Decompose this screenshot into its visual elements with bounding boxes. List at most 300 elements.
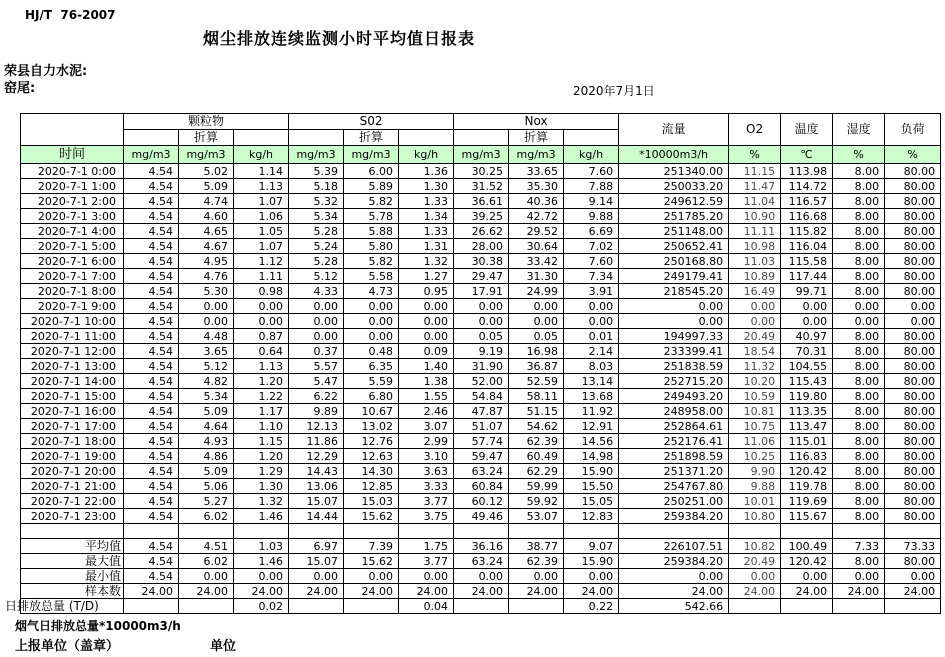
cell-so2-mgm3: 0.00 <box>289 314 344 329</box>
cell-flow <box>619 524 729 539</box>
cell-nox-kgh: 15.05 <box>564 494 619 509</box>
cell-o2: 16.49 <box>729 284 781 299</box>
cell-pm-kgh: 1.11 <box>234 269 289 284</box>
cell-pm-mgm3: 4.54 <box>124 269 179 284</box>
cell-pm-mgm3: 4.54 <box>124 194 179 209</box>
col-group-so2: S02 <box>289 114 454 130</box>
standard-code: HJ/T 76-2007 <box>25 8 116 22</box>
cell-pm-converted: 3.65 <box>179 344 234 359</box>
time-cell: 2020-7-1 23:00 <box>21 509 124 524</box>
time-cell: 2020-7-1 13:00 <box>21 359 124 374</box>
cell-so2-mgm3: 15.07 <box>289 554 344 569</box>
table-row <box>21 359 941 374</box>
cell-humidity: 8.00 <box>833 284 885 299</box>
cell-pm-kgh: 0.64 <box>234 344 289 359</box>
cell-so2-converted: 5.82 <box>344 254 399 269</box>
cell-o2: 11.06 <box>729 434 781 449</box>
cell-pm-kgh: 1.12 <box>234 254 289 269</box>
cell-nox-mgm3: 39.25 <box>454 209 509 224</box>
cell-pm-mgm3: 4.54 <box>124 479 179 494</box>
cell-pm-kgh: 1.30 <box>234 479 289 494</box>
cell-pm-kgh: 1.07 <box>234 194 289 209</box>
cell-temp <box>781 599 833 614</box>
unit-nox-converted: mg/m3 <box>509 146 564 164</box>
cell-temp: 0.00 <box>781 314 833 329</box>
cell-temp: 70.31 <box>781 344 833 359</box>
cell-nox-converted: 0.00 <box>509 299 564 314</box>
cell-load: 80.00 <box>885 419 941 434</box>
cell-flow: 233399.41 <box>619 344 729 359</box>
cell-nox-kgh: 0.22 <box>564 599 619 614</box>
cell-humidity: 8.00 <box>833 374 885 389</box>
cell-so2-mgm3: 12.13 <box>289 419 344 434</box>
cell-so2-converted: 0.48 <box>344 344 399 359</box>
cell-pm-kgh: 1.05 <box>234 224 289 239</box>
cell-nox-mgm3 <box>454 599 509 614</box>
cell-pm-kgh: 0.00 <box>234 314 289 329</box>
cell-load <box>885 599 941 614</box>
cell-nox-mgm3: 31.90 <box>454 359 509 374</box>
blank-cell <box>564 130 619 146</box>
table-row <box>21 179 941 194</box>
cell-pm-converted: 6.02 <box>179 554 234 569</box>
table-row <box>21 374 941 389</box>
cell-nox-mgm3: 0.00 <box>454 314 509 329</box>
cell-load: 80.00 <box>885 269 941 284</box>
cell-temp: 116.04 <box>781 239 833 254</box>
cell-nox-converted: 30.64 <box>509 239 564 254</box>
unit-temp: ℃ <box>781 146 833 164</box>
cell-o2: 10.82 <box>729 539 781 554</box>
cell-so2-mgm3: 5.47 <box>289 374 344 389</box>
cell-load: 80.00 <box>885 509 941 524</box>
cell-nox-kgh: 0.01 <box>564 329 619 344</box>
cell-nox-converted: 0.05 <box>509 329 564 344</box>
cell-so2-kgh: 1.30 <box>399 179 454 194</box>
cell-pm-kgh: 1.15 <box>234 434 289 449</box>
cell-temp: 99.71 <box>781 284 833 299</box>
cell-pm-mgm3: 4.54 <box>124 314 179 329</box>
cell-o2: 11.32 <box>729 359 781 374</box>
cell-load: 73.33 <box>885 539 941 554</box>
cell-so2-converted: 10.67 <box>344 404 399 419</box>
time-header-blank <box>21 114 124 146</box>
cell-humidity: 8.00 <box>833 359 885 374</box>
cell-nox-converted: 52.59 <box>509 374 564 389</box>
time-cell: 2020-7-1 15:00 <box>21 389 124 404</box>
cell-nox-converted: 38.77 <box>509 539 564 554</box>
cell-so2-kgh: 0.95 <box>399 284 454 299</box>
cell-o2: 10.20 <box>729 374 781 389</box>
cell-nox-kgh: 12.91 <box>564 419 619 434</box>
table-row <box>21 554 941 569</box>
cell-pm-mgm3: 24.00 <box>124 584 179 599</box>
cell-o2 <box>729 524 781 539</box>
col-header-temp: 温度 <box>781 114 833 146</box>
cell-load: 80.00 <box>885 449 941 464</box>
time-cell: 2020-7-1 14:00 <box>21 374 124 389</box>
cell-so2-converted: 12.63 <box>344 449 399 464</box>
cell-so2-kgh: 1.55 <box>399 389 454 404</box>
cell-so2-kgh: 1.38 <box>399 374 454 389</box>
cell-humidity: 8.00 <box>833 479 885 494</box>
cell-humidity: 0.00 <box>833 314 885 329</box>
cell-pm-mgm3: 4.54 <box>124 344 179 359</box>
cell-so2-mgm3: 6.22 <box>289 389 344 404</box>
cell-nox-converted: 33.65 <box>509 164 564 179</box>
cell-nox-converted: 54.62 <box>509 419 564 434</box>
cell-so2-mgm3: 14.44 <box>289 509 344 524</box>
cell-nox-mgm3: 0.00 <box>454 569 509 584</box>
cell-pm-kgh: 0.87 <box>234 329 289 344</box>
cell-nox-converted: 62.39 <box>509 554 564 569</box>
cell-temp: 100.49 <box>781 539 833 554</box>
cell-o2: 10.01 <box>729 494 781 509</box>
col-header-o2: O2 <box>729 114 781 146</box>
cell-nox-kgh: 7.34 <box>564 269 619 284</box>
cell-so2-converted: 6.00 <box>344 164 399 179</box>
cell-pm-converted: 5.09 <box>179 464 234 479</box>
cell-nox-mgm3: 59.47 <box>454 449 509 464</box>
cell-nox-converted: 62.39 <box>509 434 564 449</box>
report-date: 2020年7月1日 <box>573 84 655 98</box>
cell-nox-kgh: 0.00 <box>564 569 619 584</box>
cell-so2-mgm3: 5.57 <box>289 359 344 374</box>
cell-nox-converted <box>509 599 564 614</box>
cell-temp: 115.67 <box>781 509 833 524</box>
cell-pm-converted: 4.51 <box>179 539 234 554</box>
cell-nox-kgh: 8.03 <box>564 359 619 374</box>
cell-o2: 11.47 <box>729 179 781 194</box>
cell-nox-kgh: 2.14 <box>564 344 619 359</box>
cell-pm-kgh: 0.02 <box>234 599 289 614</box>
table-row <box>21 569 941 584</box>
cell-pm-mgm3: 4.54 <box>124 374 179 389</box>
unit-nox-kgh: kg/h <box>564 146 619 164</box>
flow-total-note: 烟气日排放总量*10000m3/h <box>15 619 181 633</box>
blank-cell <box>289 130 344 146</box>
cell-temp: 24.00 <box>781 584 833 599</box>
cell-o2: 11.04 <box>729 194 781 209</box>
cell-load: 0.00 <box>885 299 941 314</box>
time-header: 时间 <box>21 146 124 164</box>
header-units-row <box>21 146 941 164</box>
unit-load: % <box>885 146 941 164</box>
cell-so2-kgh: 1.33 <box>399 194 454 209</box>
cell-nox-converted: 53.07 <box>509 509 564 524</box>
cell-temp: 119.78 <box>781 479 833 494</box>
summary-label: 日排放总量 (T/D) <box>21 599 124 614</box>
cell-flow: 0.00 <box>619 299 729 314</box>
summary-rows <box>5 524 941 614</box>
cell-humidity: 8.00 <box>833 449 885 464</box>
cell-so2-kgh: 0.00 <box>399 569 454 584</box>
cell-pm-converted: 4.82 <box>179 374 234 389</box>
cell-so2-mgm3: 12.29 <box>289 449 344 464</box>
cell-nox-converted: 40.36 <box>509 194 564 209</box>
cell-so2-mgm3: 5.32 <box>289 194 344 209</box>
cell-nox-converted: 35.30 <box>509 179 564 194</box>
cell-so2-mgm3: 0.00 <box>289 299 344 314</box>
cell-pm-converted: 5.27 <box>179 494 234 509</box>
cell-pm-kgh: 1.13 <box>234 179 289 194</box>
cell-temp: 40.97 <box>781 329 833 344</box>
cell-pm-mgm3: 4.54 <box>124 239 179 254</box>
cell-nox-mgm3: 54.84 <box>454 389 509 404</box>
blank-cell <box>124 130 179 146</box>
cell-so2-kgh: 3.75 <box>399 509 454 524</box>
cell-so2-converted: 5.58 <box>344 269 399 284</box>
cell-temp: 119.80 <box>781 389 833 404</box>
cell-so2-converted: 5.88 <box>344 224 399 239</box>
summary-label: 平均值 <box>21 539 124 554</box>
cell-load: 0.00 <box>885 569 941 584</box>
cell-flow: 250652.41 <box>619 239 729 254</box>
unit-flow: *10000m3/h <box>619 146 729 164</box>
cell-o2: 10.75 <box>729 419 781 434</box>
unit-so2-mgm3: mg/m3 <box>289 146 344 164</box>
cell-so2-kgh: 1.36 <box>399 164 454 179</box>
cell-nox-converted: 62.29 <box>509 464 564 479</box>
time-cell: 2020-7-1 22:00 <box>21 494 124 509</box>
cell-flow: 252864.61 <box>619 419 729 434</box>
cell-humidity <box>833 524 885 539</box>
cell-nox-kgh <box>564 524 619 539</box>
cell-nox-converted: 33.42 <box>509 254 564 269</box>
cell-load: 80.00 <box>885 239 941 254</box>
cell-load: 80.00 <box>885 434 941 449</box>
cell-nox-converted: 24.00 <box>509 584 564 599</box>
cell-so2-mgm3: 5.24 <box>289 239 344 254</box>
cell-temp: 115.43 <box>781 374 833 389</box>
cell-pm-converted <box>179 599 234 614</box>
cell-flow: 251371.20 <box>619 464 729 479</box>
cell-so2-kgh: 1.27 <box>399 269 454 284</box>
cell-o2: 10.98 <box>729 239 781 254</box>
cell-nox-mgm3: 26.62 <box>454 224 509 239</box>
cell-o2: 11.03 <box>729 254 781 269</box>
blank-cell <box>399 130 454 146</box>
cell-pm-converted: 4.48 <box>179 329 234 344</box>
cell-flow: 24.00 <box>619 584 729 599</box>
table-row <box>21 164 941 179</box>
cell-temp: 113.98 <box>781 164 833 179</box>
cell-o2: 20.49 <box>729 329 781 344</box>
cell-so2-kgh: 3.77 <box>399 494 454 509</box>
cell-so2-kgh: 0.00 <box>399 299 454 314</box>
cell-pm-converted: 24.00 <box>179 584 234 599</box>
cell-pm-kgh: 1.10 <box>234 419 289 434</box>
cell-temp: 113.47 <box>781 419 833 434</box>
cell-so2-kgh: 24.00 <box>399 584 454 599</box>
cell-load: 80.00 <box>885 404 941 419</box>
cell-humidity: 8.00 <box>833 554 885 569</box>
cell-flow: 0.00 <box>619 569 729 584</box>
cell-so2-converted: 12.85 <box>344 479 399 494</box>
cell-flow: 248958.00 <box>619 404 729 419</box>
cell-flow: 250033.20 <box>619 179 729 194</box>
time-cell: 2020-7-1 3:00 <box>21 209 124 224</box>
cell-pm-kgh: 1.20 <box>234 449 289 464</box>
cell-pm-kgh: 1.46 <box>234 509 289 524</box>
cell-nox-mgm3 <box>454 524 509 539</box>
cell-nox-converted: 29.52 <box>509 224 564 239</box>
cell-nox-converted: 24.99 <box>509 284 564 299</box>
time-cell: 2020-7-1 16:00 <box>21 404 124 419</box>
cell-nox-converted: 0.00 <box>509 314 564 329</box>
time-cell: 2020-7-1 6:00 <box>21 254 124 269</box>
company-name: 荣县自力水泥: <box>4 64 88 79</box>
cell-o2: 0.00 <box>729 569 781 584</box>
cell-pm-converted: 5.30 <box>179 284 234 299</box>
cell-pm-mgm3 <box>124 524 179 539</box>
cell-humidity: 0.00 <box>833 299 885 314</box>
cell-o2 <box>729 599 781 614</box>
data-rows <box>21 164 941 524</box>
cell-pm-mgm3: 4.54 <box>124 509 179 524</box>
cell-pm-mgm3: 4.54 <box>124 419 179 434</box>
cell-temp: 116.57 <box>781 194 833 209</box>
cell-o2: 18.54 <box>729 344 781 359</box>
time-cell: 2020-7-1 18:00 <box>21 434 124 449</box>
cell-nox-kgh: 0.00 <box>564 314 619 329</box>
cell-pm-mgm3: 4.54 <box>124 569 179 584</box>
cell-o2: 11.11 <box>729 224 781 239</box>
cell-nox-mgm3: 51.07 <box>454 419 509 434</box>
converted-label-so2: 折算 <box>344 130 399 146</box>
cell-humidity: 8.00 <box>833 164 885 179</box>
cell-nox-mgm3: 63.24 <box>454 554 509 569</box>
cell-pm-kgh: 1.06 <box>234 209 289 224</box>
cell-temp: 115.82 <box>781 224 833 239</box>
cell-humidity: 24.00 <box>833 584 885 599</box>
cell-nox-converted: 58.11 <box>509 389 564 404</box>
cell-so2-converted: 5.78 <box>344 209 399 224</box>
cell-flow: 249179.41 <box>619 269 729 284</box>
cell-load: 80.00 <box>885 344 941 359</box>
time-cell: 2020-7-1 21:00 <box>21 479 124 494</box>
cell-nox-converted: 60.49 <box>509 449 564 464</box>
cell-nox-mgm3: 57.74 <box>454 434 509 449</box>
cell-pm-mgm3: 4.54 <box>124 389 179 404</box>
cell-pm-converted: 6.02 <box>179 509 234 524</box>
cell-pm-converted: 0.00 <box>179 569 234 584</box>
cell-temp: 120.42 <box>781 554 833 569</box>
unit-humidity: % <box>833 146 885 164</box>
cell-so2-mgm3: 5.39 <box>289 164 344 179</box>
cell-so2-kgh <box>399 524 454 539</box>
time-cell: 2020-7-1 9:00 <box>21 299 124 314</box>
time-cell: 2020-7-1 19:00 <box>21 449 124 464</box>
cell-so2-mgm3: 15.07 <box>289 494 344 509</box>
cell-pm-mgm3: 4.54 <box>124 404 179 419</box>
cell-humidity: 8.00 <box>833 389 885 404</box>
cell-pm-converted: 5.34 <box>179 389 234 404</box>
cell-so2-kgh: 3.10 <box>399 449 454 464</box>
cell-nox-mgm3: 9.19 <box>454 344 509 359</box>
cell-humidity <box>833 599 885 614</box>
cell-pm-mgm3 <box>124 599 179 614</box>
cell-humidity: 8.00 <box>833 269 885 284</box>
cell-so2-converted: 14.30 <box>344 464 399 479</box>
cell-pm-converted: 0.00 <box>179 314 234 329</box>
cell-load: 80.00 <box>885 389 941 404</box>
cell-nox-kgh: 9.88 <box>564 209 619 224</box>
unit-pm-kgh: kg/h <box>234 146 289 164</box>
cell-so2-kgh: 0.00 <box>399 314 454 329</box>
cell-flow: 259384.20 <box>619 554 729 569</box>
summary-label <box>21 524 124 539</box>
time-cell: 2020-7-1 10:00 <box>21 314 124 329</box>
table-row <box>21 404 941 419</box>
table-row <box>21 509 941 524</box>
cell-pm-mgm3: 4.54 <box>124 254 179 269</box>
cell-pm-kgh: 1.13 <box>234 359 289 374</box>
cell-so2-kgh: 3.63 <box>399 464 454 479</box>
cell-so2-mgm3: 0.00 <box>289 329 344 344</box>
cell-nox-kgh: 11.92 <box>564 404 619 419</box>
blank-cell <box>234 130 289 146</box>
cell-so2-converted: 5.59 <box>344 374 399 389</box>
cell-flow: 226107.51 <box>619 539 729 554</box>
unit-so2-converted: mg/m3 <box>344 146 399 164</box>
cell-so2-mgm3: 0.00 <box>289 569 344 584</box>
cell-temp: 116.83 <box>781 449 833 464</box>
cell-nox-mgm3: 36.16 <box>454 539 509 554</box>
cell-load: 80.00 <box>885 164 941 179</box>
cell-pm-mgm3: 4.54 <box>124 284 179 299</box>
cell-o2: 0.00 <box>729 299 781 314</box>
cell-load: 80.00 <box>885 359 941 374</box>
cell-pm-converted: 4.93 <box>179 434 234 449</box>
page-title: 烟尘排放连续监测小时平均值日报表 <box>203 29 476 48</box>
time-cell: 2020-7-1 20:00 <box>21 464 124 479</box>
cell-nox-mgm3: 30.38 <box>454 254 509 269</box>
cell-nox-converted: 16.98 <box>509 344 564 359</box>
cell-flow: 250251.00 <box>619 494 729 509</box>
table-row <box>21 494 941 509</box>
cell-temp: 114.72 <box>781 179 833 194</box>
table-row <box>21 299 941 314</box>
cell-nox-mgm3: 24.00 <box>454 584 509 599</box>
cell-nox-converted: 0.00 <box>509 569 564 584</box>
cell-pm-converted: 0.00 <box>179 299 234 314</box>
cell-so2-mgm3: 0.37 <box>289 344 344 359</box>
time-cell: 2020-7-1 4:00 <box>21 224 124 239</box>
cell-flow: 259384.20 <box>619 509 729 524</box>
table-row <box>21 584 941 599</box>
table-row <box>21 449 941 464</box>
cell-pm-kgh: 0.00 <box>234 299 289 314</box>
table-row <box>21 464 941 479</box>
cell-nox-kgh: 7.60 <box>564 164 619 179</box>
cell-temp: 116.68 <box>781 209 833 224</box>
cell-nox-mgm3: 28.00 <box>454 239 509 254</box>
cell-load: 80.00 <box>885 464 941 479</box>
cell-nox-kgh: 15.90 <box>564 464 619 479</box>
cell-flow: 249612.59 <box>619 194 729 209</box>
cell-pm-converted: 5.12 <box>179 359 234 374</box>
cell-so2-kgh: 1.31 <box>399 239 454 254</box>
cell-nox-kgh: 3.91 <box>564 284 619 299</box>
cell-pm-kgh: 1.29 <box>234 464 289 479</box>
cell-so2-converted <box>344 599 399 614</box>
cell-pm-kgh: 0.98 <box>234 284 289 299</box>
cell-o2: 10.81 <box>729 404 781 419</box>
cell-temp <box>781 524 833 539</box>
cell-temp: 0.00 <box>781 299 833 314</box>
cell-flow: 251898.59 <box>619 449 729 464</box>
